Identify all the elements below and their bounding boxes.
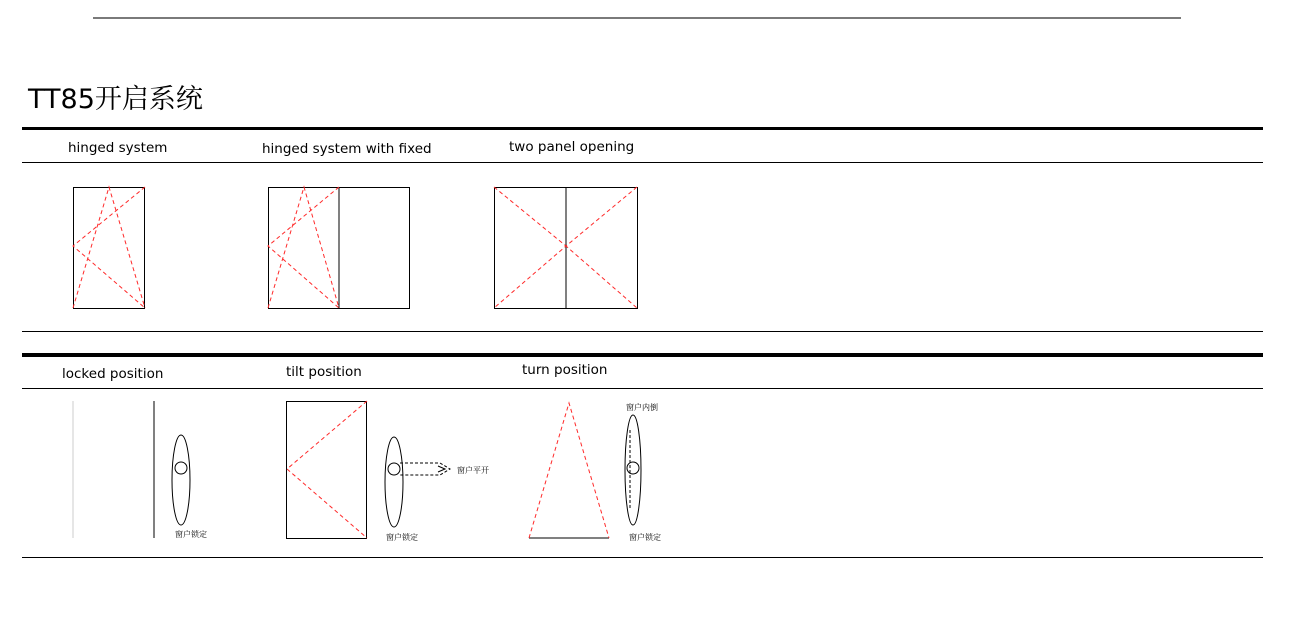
turn-position-diagram xyxy=(529,402,661,542)
label-two-panel-opening: two panel opening xyxy=(509,139,635,155)
label-hinged-system-with-fixed: hinged system with fixed xyxy=(262,141,432,157)
locked-position-diagram xyxy=(73,401,207,539)
locked-annotation: 窗户锁定 xyxy=(175,530,207,539)
label-tilt-position: tilt position xyxy=(286,364,362,380)
tilt-locked-annotation: 窗户锁定 xyxy=(386,533,418,542)
turn-action-annotation: 窗户内倒 xyxy=(626,403,658,412)
tilt-handle-icon xyxy=(385,437,450,527)
turn-handle-icon xyxy=(625,415,641,525)
turn-locked-annotation: 窗户锁定 xyxy=(629,533,661,542)
tilt-action-annotation: 窗户平开 xyxy=(457,466,489,475)
tilt-position-diagram xyxy=(287,401,490,542)
hinged-system-diagram xyxy=(73,187,145,309)
label-hinged-system: hinged system xyxy=(68,140,168,156)
locked-handle-icon xyxy=(172,435,190,525)
page-title: TT85开启系统 xyxy=(28,84,203,115)
two-panel-opening-diagram xyxy=(494,187,638,309)
hinged-system-with-fixed-diagram xyxy=(268,187,410,309)
label-turn-position: turn position xyxy=(522,362,608,378)
label-locked-position: locked position xyxy=(62,366,164,382)
